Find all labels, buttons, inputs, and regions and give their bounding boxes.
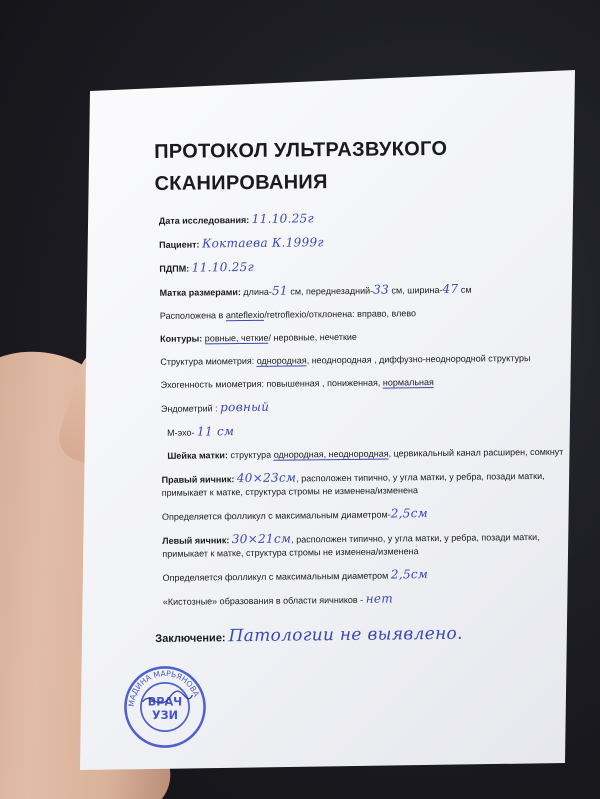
title-line-2: СКАНИРОВАНИЯ bbox=[154, 171, 328, 195]
stamp-center-bottom: УЗИ bbox=[152, 709, 178, 723]
right-ovary-row bbox=[162, 469, 562, 500]
left-follicle-text: Определяется фолликул с максимальным диаметром bbox=[162, 570, 389, 583]
cystic-row bbox=[163, 591, 565, 609]
cystic-text: «Кистозные» образования в области яичников - bbox=[162, 594, 364, 607]
uterus-length-value: 51 bbox=[271, 283, 288, 298]
left-ovary-text: , расположен типично, у угла матки, у ребра, позади матки, примыкает к матке, структура стромы не изменена/изменена bbox=[162, 531, 540, 559]
exam-date-row bbox=[159, 210, 561, 228]
mecho-label: М-эхо- bbox=[167, 427, 195, 438]
echogenicity-text-before: Эхогенность миометрия: повышенная , пониженная, bbox=[160, 377, 381, 390]
patient-label: Пациент: bbox=[159, 239, 200, 250]
stamp-ring-text-path: МАДИНА МАРЬЯНОВА bbox=[126, 668, 201, 708]
right-follicle-value: 2,5см bbox=[390, 506, 429, 521]
left-ovary-value: 30×21см bbox=[231, 531, 292, 547]
uterus-ap-value: 33 bbox=[373, 282, 390, 297]
cervix-row bbox=[167, 446, 567, 463]
uterus-length-text: длина- bbox=[243, 286, 272, 298]
left-follicle-value: 2,5см bbox=[390, 567, 429, 582]
myometrium-row bbox=[160, 352, 562, 369]
doctor-stamp bbox=[122, 664, 208, 750]
right-follicle-row bbox=[162, 506, 564, 524]
uterus-ap-text: см, переднезадний- bbox=[290, 285, 374, 297]
lmp-value: 11.10.25г bbox=[191, 259, 255, 275]
title-line-1: ПРОТОКОЛ УЛЬТРАЗВУКОГО bbox=[154, 137, 448, 163]
conclusion-value: Патологии не выявлено. bbox=[228, 623, 463, 647]
uterus-width-value: 47 bbox=[442, 281, 459, 296]
right-follicle-text: Определяется фолликул с максимальным диаметром- bbox=[161, 509, 391, 522]
uterus-label: Матка размерами: bbox=[159, 287, 241, 298]
cervix-selected: однородная, неоднородная bbox=[273, 448, 389, 460]
position-row bbox=[160, 306, 562, 323]
left-ovary-label: Левый яичник: bbox=[162, 535, 230, 546]
cervix-text-after: , цервикальный канал расширен, сомкнут bbox=[388, 446, 564, 459]
endometrium-value: ровный bbox=[220, 399, 270, 415]
cervix-text-before: структура bbox=[230, 449, 272, 461]
contours-label: Контуры: bbox=[160, 333, 203, 344]
myometrium-text-after: , неоднородная , диффузно-неоднородной структуры bbox=[306, 353, 531, 366]
position-text-before: Расположена в bbox=[159, 310, 224, 321]
left-follicle-row bbox=[163, 567, 565, 585]
cystic-value: нет bbox=[365, 591, 394, 606]
patient-value: Коктаева К.1999г bbox=[201, 235, 324, 251]
protocol-content bbox=[150, 132, 565, 656]
exam-date-value: 11.10.25г bbox=[251, 211, 314, 226]
right-ovary-text: , расположен типично, у угла матки, у ребра, позади матки, примыкает к матке, структура стромы не изменена/изменена bbox=[161, 470, 545, 498]
uterus-unit-text: см bbox=[460, 284, 472, 295]
echogenicity-selected: нормальная bbox=[382, 377, 434, 388]
lmp-row bbox=[159, 258, 561, 276]
contours-row bbox=[160, 329, 562, 346]
uterus-size-row bbox=[160, 282, 562, 300]
patient-row bbox=[159, 234, 561, 252]
myometrium-text-before: Структура миометрия: bbox=[160, 355, 255, 367]
document-title bbox=[154, 132, 561, 200]
myometrium-selected: однородная bbox=[256, 355, 307, 366]
position-anteflexio: anteflexio bbox=[225, 309, 265, 321]
mecho-value: 11 см bbox=[196, 424, 235, 439]
position-text-after: /retroflexio/отклонена: вправо, влево bbox=[264, 308, 417, 320]
contours-selected: ровные, четкие bbox=[204, 332, 269, 344]
contours-rest: / неровные, нечеткие bbox=[268, 331, 357, 343]
mecho-row bbox=[167, 422, 563, 440]
left-ovary-row bbox=[162, 530, 562, 561]
lmp-label: ПДПМ: bbox=[159, 263, 190, 274]
exam-date-label: Дата исследования: bbox=[158, 214, 250, 226]
right-ovary-label: Правый яичник: bbox=[161, 474, 235, 485]
conclusion-label: Заключение: bbox=[155, 632, 226, 645]
conclusion-row bbox=[155, 623, 565, 647]
echogenicity-row bbox=[161, 375, 563, 392]
endometrium-label: Эндометрий : bbox=[160, 403, 218, 414]
cervix-label: Шейка матки: bbox=[167, 450, 228, 461]
stamp-center-top: ВРАЧ bbox=[147, 695, 183, 709]
uterus-width-text: см, ширина- bbox=[391, 284, 443, 296]
endometrium-row bbox=[161, 398, 563, 416]
right-ovary-value: 40×23см bbox=[236, 470, 297, 486]
